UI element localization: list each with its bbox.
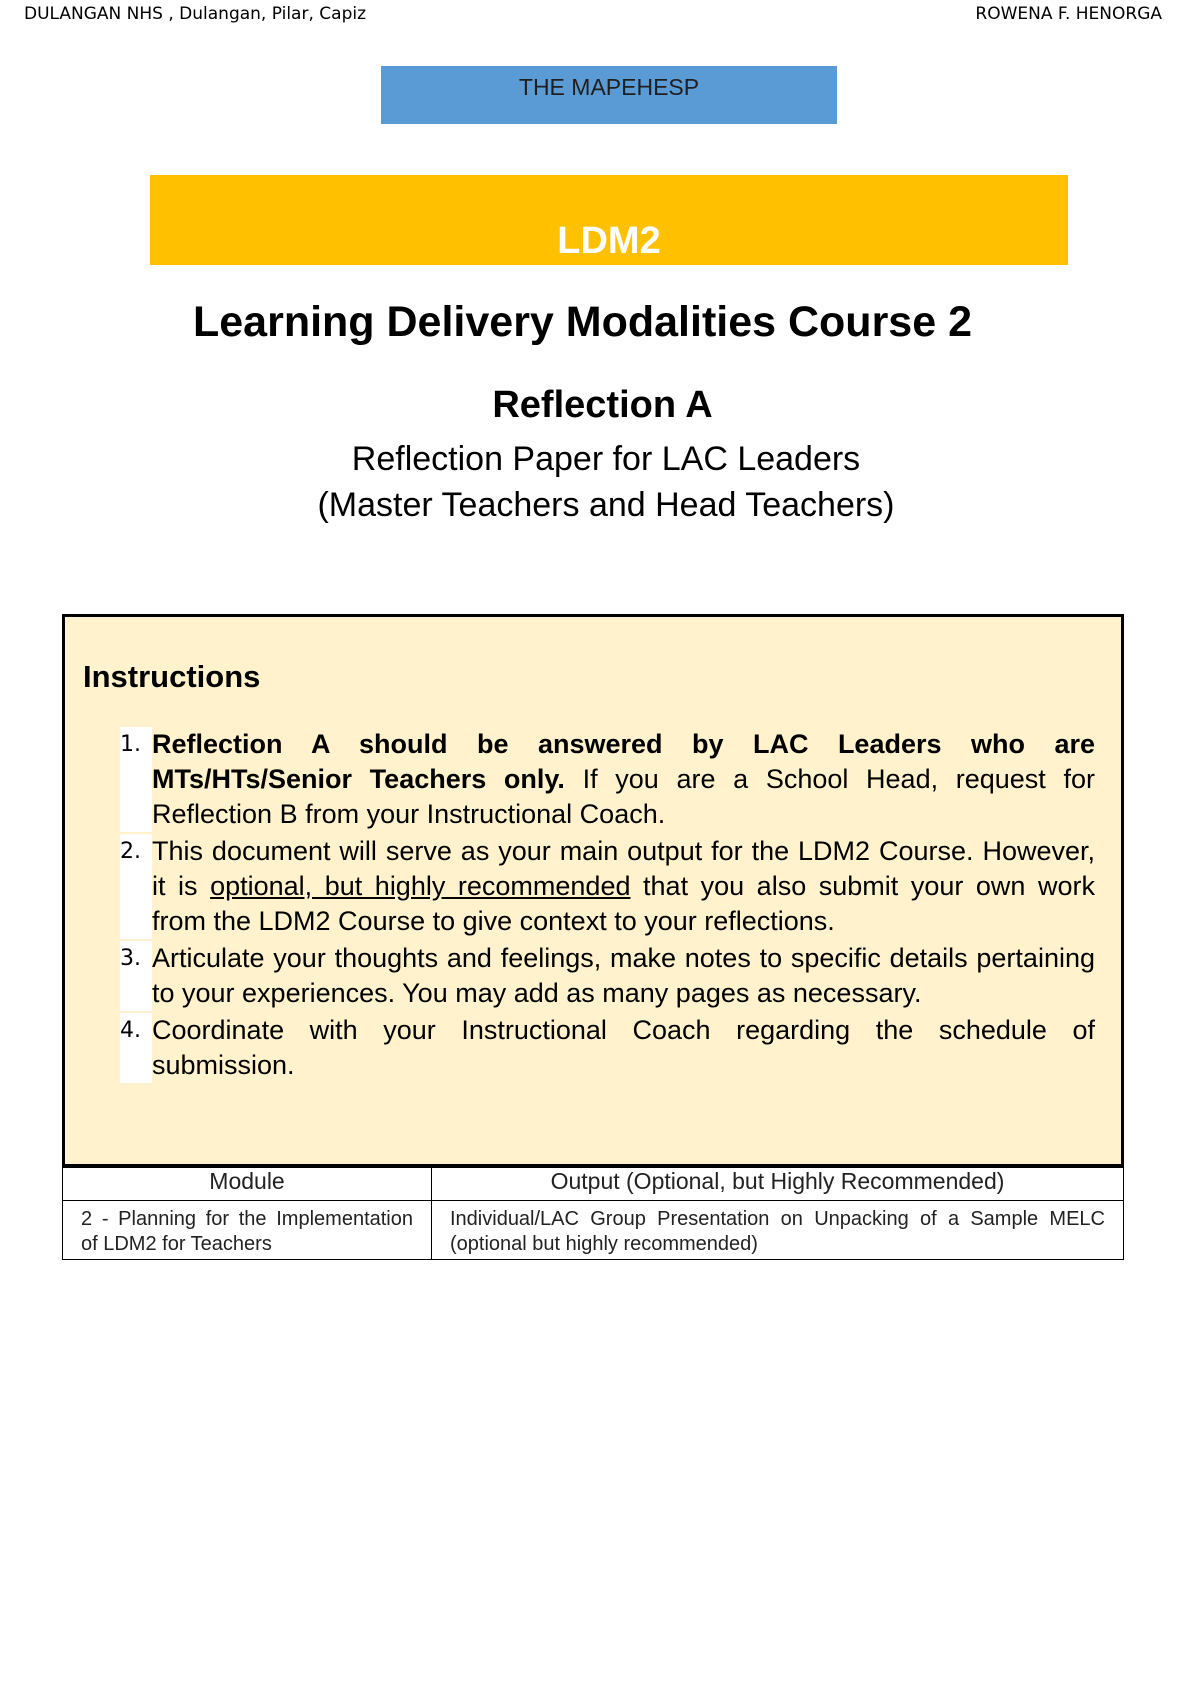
item-text [152,834,1095,939]
header-school: DULANGAN NHS , Dulangan, Pilar, Capiz [24,4,367,24]
table-header-row [63,1168,1124,1201]
header-module: Module [63,1168,432,1201]
subtitle-line-1: Reflection Paper for LAC Leaders [351,440,861,478]
item-text [152,727,1095,832]
item-number: 4. [120,1013,152,1083]
reflection-subtitle [0,436,1200,528]
module-output-table [62,1167,1124,1260]
instructions-list [120,727,1095,1085]
subject-banner [381,66,837,124]
header-author: ROWENA F. HENORGA [975,4,1162,24]
item-text-before: This document will serve as your main output for the LDM2 Course. However, it is [152,836,1095,901]
instruction-item [120,1013,1095,1083]
cell-module: 2 - Planning for the Implementation of LDM2 for Teachers [63,1201,432,1260]
item-number: 2. [120,834,152,939]
item-bold-text: Reflection A should be answered by LAC Leaders who are MTs/HTs/Senior Teachers only. [152,729,1095,794]
item-number: 3. [120,941,152,1011]
instructions-box [62,614,1124,1167]
item-text-after: that you also submit your own work from the LDM2 Course to give context to your reflections. [152,871,1095,936]
instruction-item [120,941,1095,1011]
item-number: 1. [120,727,152,832]
subject-banner-text: THE MAPEHESP [518,74,700,100]
code-banner-text: LDM2 [557,220,661,262]
instruction-item [120,727,1095,832]
item-plain-text: If you are a School Head, request for Reflection B from your Instructional Coach. [152,764,1095,829]
course-title: Learning Delivery Modalities Course 2 [192,298,973,346]
item-underlined-text: optional, but highly recommended [210,871,631,901]
cell-output: Individual/LAC Group Presentation on Unpacking of a Sample MELC (optional but highly recommended) [432,1201,1124,1260]
instruction-item [120,834,1095,939]
table-row [63,1201,1124,1260]
code-banner [150,175,1068,265]
header-output: Output (Optional, but Highly Recommended) [432,1168,1124,1201]
subtitle-line-2: (Master Teachers and Head Teachers) [317,486,895,524]
instructions-heading: Instructions [83,659,261,694]
item-text: Articulate your thoughts and feelings, make notes to specific details pertaining to your experiences. You may add as many pages as necessary. [152,943,1095,1008]
item-text: Coordinate with your Instructional Coach regarding the schedule of submission. [152,1015,1095,1080]
reflection-title: Reflection A [492,384,713,426]
